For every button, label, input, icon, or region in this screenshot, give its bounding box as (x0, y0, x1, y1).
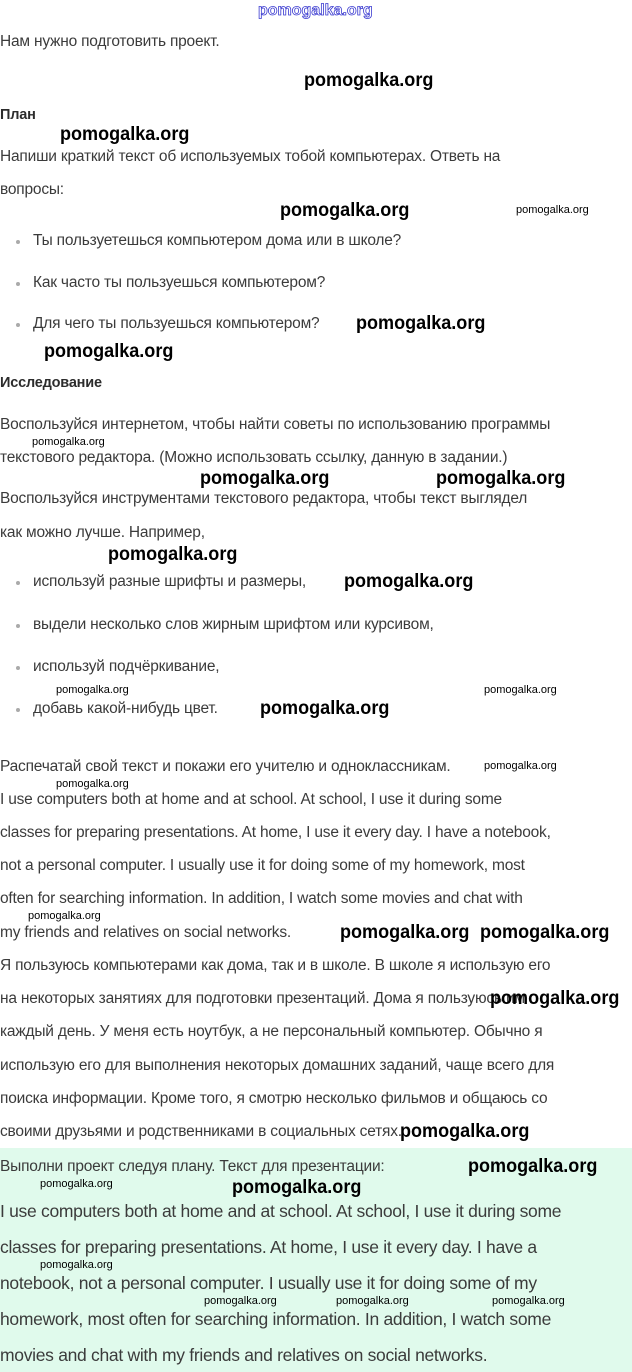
watermark: pomogalka.org (232, 1177, 362, 1198)
list-item: используй разные шрифты и размеры, (33, 573, 307, 590)
bullet-icon (16, 323, 20, 327)
watermark-logo: pomogalka.org (258, 2, 373, 19)
watermark: pomogalka.org (480, 922, 610, 943)
watermark: pomogalka.org (344, 571, 474, 592)
watermark: pomogalka.org (56, 778, 129, 790)
watermark: pomogalka.org (340, 922, 470, 943)
list-item: выдели несколько слов жирным шрифтом или курсивом, (33, 616, 434, 633)
plan-heading: План (0, 107, 36, 123)
research-heading: Исследование (0, 375, 102, 391)
research-text: Воспользуйся интернетом, чтобы найти советы по использованию программы (0, 416, 551, 433)
answer-line: homework, most often for searching information. In addition, I watch some (0, 1309, 552, 1329)
plan-text: Напиши краткий текст об используемых тобой компьютерах. Ответь на (0, 148, 501, 165)
english-text: classes for preparing presentations. At home, I use it every day. I have a notebook, (0, 824, 551, 841)
russian-text: поиска информации. Кроме того, я смотрю несколько фильмов и общаюсь со (0, 1090, 548, 1107)
list-item: Для чего ты пользуешься компьютером? (33, 315, 320, 332)
watermark: pomogalka.org (28, 910, 101, 922)
watermark: pomogalka.org (260, 698, 390, 719)
watermark: pomogalka.org (516, 204, 589, 216)
research-text: как можно лучше. Например, (0, 524, 205, 541)
watermark: pomogalka.org (60, 124, 190, 145)
list-item: используй подчёркивание, (33, 658, 220, 675)
watermark: pomogalka.org (492, 1295, 565, 1307)
list-item: Ты пользуетешься компьютером дома или в школе? (33, 232, 402, 249)
research-text: текстового редактора. (Можно использовать ссылку, данную в задании.) (0, 449, 508, 466)
watermark: pomogalka.org (436, 468, 566, 489)
bullet-icon (16, 624, 20, 628)
russian-text: использую его для выполнения некоторых домашних заданий, чаще всего для (0, 1057, 555, 1074)
english-text: my friends and relatives on social networks. (0, 924, 291, 941)
russian-text: на некоторых занятиях для подготовки презентаций. Дома я пользуюсь им (0, 990, 525, 1007)
english-text: not a personal computer. I usually use it for doing some of my homework, most (0, 857, 525, 874)
russian-text: своими друзьями и родственниками в социальных сетях. (0, 1123, 402, 1140)
watermark: pomogalka.org (484, 760, 557, 772)
watermark: pomogalka.org (468, 1156, 598, 1177)
watermark: pomogalka.org (484, 684, 557, 696)
bullet-icon (16, 581, 20, 585)
bullet-icon (16, 240, 20, 244)
watermark: pomogalka.org (108, 544, 238, 565)
plan-text: вопросы: (0, 181, 64, 198)
answer-heading: Выполни проект следуя плану. Текст для презентации: (0, 1158, 385, 1175)
answer-line: movies and chat with my friends and relatives on social networks. (0, 1345, 488, 1365)
watermark: pomogalka.org (356, 313, 486, 334)
english-text: often for searching information. In addition, I watch some movies and chat with (0, 890, 523, 907)
watermark: pomogalka.org (304, 70, 434, 91)
watermark: pomogalka.org (204, 1295, 277, 1307)
watermark: pomogalka.org (40, 1259, 113, 1271)
russian-text: каждый день. У меня есть ноутбук, а не персональный компьютер. Обычно я (0, 1023, 543, 1040)
english-text: I use computers both at home and at school. At school, I use it during some (0, 791, 502, 808)
russian-text: Я пользуюсь компьютерами как дома, так и в школе. В школе я использую его (0, 957, 551, 974)
research-text: Воспользуйся инструментами текстового редактора, чтобы текст выглядел (0, 490, 528, 507)
watermark: pomogalka.org (44, 341, 174, 362)
answer-line: I use computers both at home and at school. At school, I use it during some (0, 1201, 562, 1221)
list-item: добавь какой-нибудь цвет. (33, 700, 218, 717)
watermark: pomogalka.org (400, 1121, 530, 1142)
print-instruction: Распечатай свой текст и покажи его учителю и одноклассникам. (0, 758, 451, 775)
bullet-icon (16, 708, 20, 712)
watermark: pomogalka.org (200, 468, 330, 489)
watermark: pomogalka.org (280, 200, 410, 221)
watermark: pomogalka.org (490, 988, 620, 1009)
watermark: pomogalka.org (56, 684, 129, 696)
bullet-icon (16, 666, 20, 670)
answer-line: classes for preparing presentations. At home, I use it every day. I have a (0, 1237, 537, 1257)
watermark: pomogalka.org (40, 1178, 113, 1190)
bullet-icon (16, 282, 20, 286)
watermark: pomogalka.org (32, 436, 105, 448)
intro-text: Нам нужно подготовить проект. (0, 33, 220, 50)
watermark: pomogalka.org (336, 1295, 409, 1307)
answer-line: notebook, not a personal computer. I usually use it for doing some of my (0, 1273, 537, 1293)
list-item: Как часто ты пользуешься компьютером? (33, 274, 326, 291)
